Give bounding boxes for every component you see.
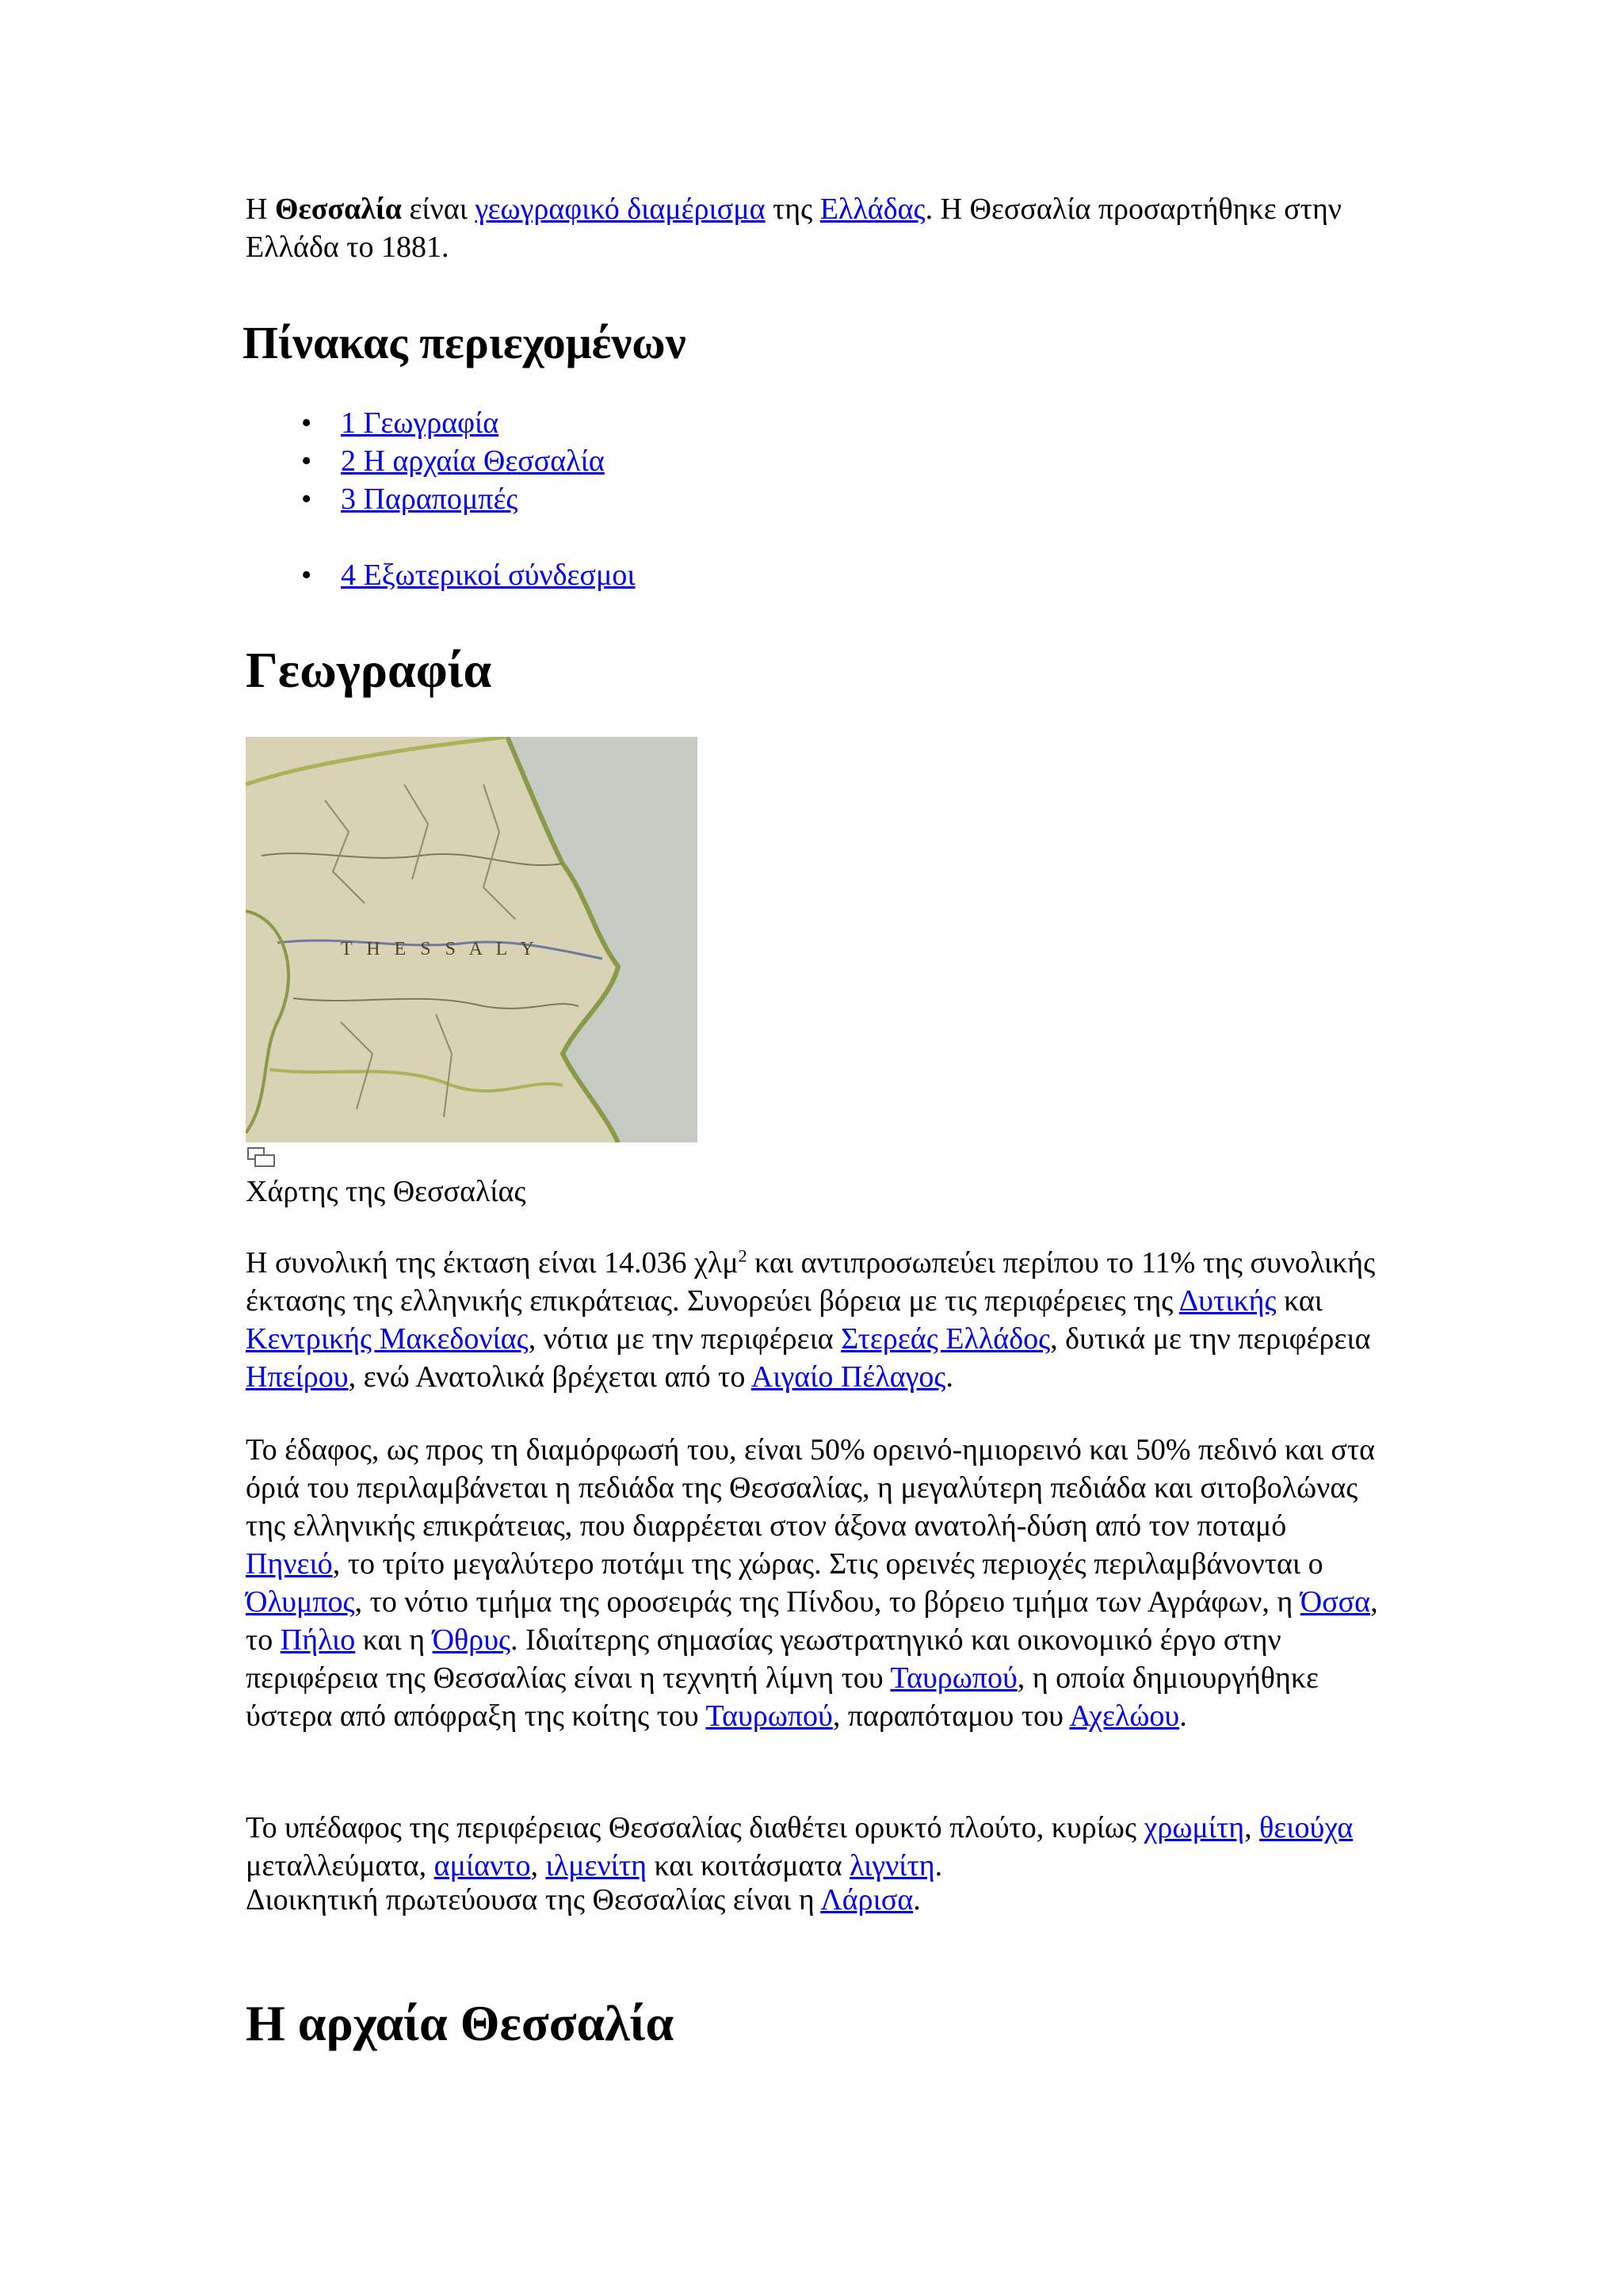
heading-ancient-thessaly: Η αρχαία Θεσσαλία bbox=[246, 1995, 674, 2051]
geography-paragraph-capital bbox=[246, 1881, 1387, 1919]
map-illustration bbox=[246, 737, 697, 1142]
toc-item bbox=[301, 404, 636, 442]
thessaly-map-image[interactable] bbox=[246, 737, 697, 1142]
paragraph-text: και αντιπροσωπεύει περίπου το 11% της συνολικής έκτασης της ελληνικής επικράτειας. Συνορεύει βόρεια με τις περιφέρειες της bbox=[246, 1246, 1376, 1318]
link-tavropos-river[interactable]: Ταυρωπού bbox=[705, 1699, 833, 1733]
paragraph-text: , bbox=[1244, 1811, 1260, 1844]
link-ossa[interactable]: Όσσα bbox=[1300, 1585, 1371, 1619]
link-western-macedonia[interactable]: Δυτικής bbox=[1178, 1284, 1277, 1318]
link-central-greece[interactable]: Στερεάς Ελλάδος bbox=[841, 1322, 1051, 1356]
geography-paragraph-minerals bbox=[246, 1809, 1387, 1885]
paragraph-text: , bbox=[530, 1849, 546, 1882]
paragraph-text: και η bbox=[355, 1623, 433, 1657]
paragraph-text: , το νότιο τμήμα της οροσειράς της Πίνδου, το βόρειο τμήμα των Αγράφων, η bbox=[354, 1585, 1300, 1619]
link-larissa[interactable]: Λάρισα bbox=[820, 1883, 914, 1917]
paragraph-text: Η συνολική της έκταση είναι 14.036 χλμ bbox=[246, 1246, 739, 1280]
paragraph-text: μεταλλεύματα, bbox=[246, 1849, 434, 1882]
geography-paragraph-area bbox=[246, 1244, 1387, 1396]
paragraph-text: , το bbox=[246, 1585, 1378, 1657]
toc-title: Πίνακας περιεχομένων bbox=[242, 317, 686, 368]
intro-text: είναι bbox=[401, 193, 475, 226]
link-acheloos[interactable]: Αχελώου bbox=[1069, 1699, 1180, 1733]
paragraph-text: . bbox=[913, 1883, 921, 1917]
paragraph-text: και κοιτάσματα bbox=[647, 1849, 850, 1882]
toc-item bbox=[301, 556, 636, 594]
heading-geography: Γεωγραφία bbox=[246, 642, 492, 698]
paragraph-text: . Ιδιαίτερης σημασίας γεωστρατηγικό και οικονομικό έργο στην περιφέρεια της Θεσσαλίας είναι η τεχνητή λίμνη του bbox=[246, 1623, 1281, 1695]
link-asbestos[interactable]: αμίαντο bbox=[433, 1849, 531, 1882]
link-chromite[interactable]: χρωμίτη bbox=[1144, 1811, 1245, 1844]
paragraph-text: . bbox=[1179, 1699, 1187, 1733]
superscript-squared: 2 bbox=[738, 1245, 747, 1266]
toc-link-references[interactable]: 3 Παραπομπές bbox=[341, 482, 518, 516]
paragraph-text: , νότια με την περιφέρεια bbox=[528, 1322, 842, 1356]
link-ilmenite[interactable]: ιλμενίτη bbox=[545, 1849, 647, 1882]
paragraph-text: . bbox=[934, 1849, 943, 1882]
map-caption: Χάρτης της Θεσσαλίας bbox=[246, 1175, 526, 1208]
link-tavropos-lake[interactable]: Ταυρωπού bbox=[890, 1661, 1018, 1695]
link-lignite[interactable]: λιγνίτη bbox=[850, 1849, 935, 1882]
paragraph-text: Το έδαφος, ως προς τη διαμόρφωσή του, είναι 50% ορεινό-ημιορεινό και 50% πεδινό και στα όριά του περιλαμβάνεται η πεδιάδα της Θεσσαλίας, η μεγαλύτερη πεδιάδα και σιτοβολώνας της ελληνικής επικράτειας, που διαρρέεται στον άξονα ανατολή-δύση από τον ποταμό bbox=[246, 1433, 1376, 1543]
paragraph-text: , παραπόταμου του bbox=[832, 1699, 1070, 1733]
link-pineios[interactable]: Πηνειό bbox=[246, 1547, 333, 1581]
geography-paragraph-terrain bbox=[246, 1431, 1387, 1735]
intro-text: Η bbox=[246, 193, 275, 226]
link-central-macedonia[interactable]: Κεντρικής Μακεδονίας bbox=[246, 1322, 529, 1356]
intro-paragraph bbox=[246, 190, 1387, 266]
toc-link-ancient-thessaly[interactable]: 2 Η αρχαία Θεσσαλία bbox=[341, 444, 605, 478]
paragraph-text: , η οποία δημιουργήθηκε ύστερα από απόφραξη της κοίτης του bbox=[246, 1661, 1319, 1733]
link-olympus[interactable]: Όλυμπος bbox=[246, 1585, 355, 1619]
link-othrys[interactable]: Όθρυς bbox=[432, 1623, 511, 1657]
paragraph-text: Το υπέδαφος της περιφέρειας Θεσσαλίας διαθέτει ορυκτό πλούτο, κυρίως bbox=[246, 1811, 1144, 1844]
link-sulfide[interactable]: θειούχα bbox=[1259, 1811, 1354, 1844]
map-region-label: T H E S S A L Y bbox=[341, 939, 539, 959]
paragraph-text: και bbox=[1276, 1284, 1323, 1318]
link-aegean-sea[interactable]: Αιγαίο Πέλαγος bbox=[750, 1360, 946, 1394]
paragraph-text: , ενώ Ανατολικά βρέχεται από το bbox=[348, 1360, 751, 1394]
toc-item bbox=[301, 480, 636, 518]
link-pelion[interactable]: Πήλιο bbox=[280, 1623, 356, 1657]
link-geographic-region[interactable]: γεωγραφικό διαμέρισμα bbox=[475, 193, 766, 226]
table-of-contents bbox=[301, 404, 636, 594]
intro-text: . Η Θεσσαλία προσαρτήθηκε στην Ελλάδα το 1881. bbox=[246, 193, 1342, 264]
link-epirus[interactable]: Ηπείρου bbox=[246, 1360, 349, 1394]
intro-text: της bbox=[765, 193, 820, 226]
enlarge-image-icon[interactable] bbox=[247, 1147, 276, 1168]
paragraph-text: . bbox=[945, 1360, 953, 1394]
toc-link-geography[interactable]: 1 Γεωγραφία bbox=[341, 406, 499, 440]
intro-bold-term: Θεσσαλία bbox=[274, 193, 402, 226]
toc-link-external-links[interactable]: 4 Εξωτερικοί σύνδεσμοι bbox=[341, 559, 636, 592]
paragraph-text: , δυτικά με την περιφέρεια bbox=[1050, 1322, 1371, 1356]
toc-item bbox=[301, 442, 636, 480]
link-greece[interactable]: Ελλάδας bbox=[819, 193, 926, 226]
paragraph-text: Διοικητική πρωτεύουσα της Θεσσαλίας είναι η bbox=[246, 1883, 821, 1917]
paragraph-text: , το τρίτο μεγαλύτερο ποτάμι της χώρας. Στις ορεινές περιοχές περιλαμβάνονται ο bbox=[332, 1547, 1323, 1581]
